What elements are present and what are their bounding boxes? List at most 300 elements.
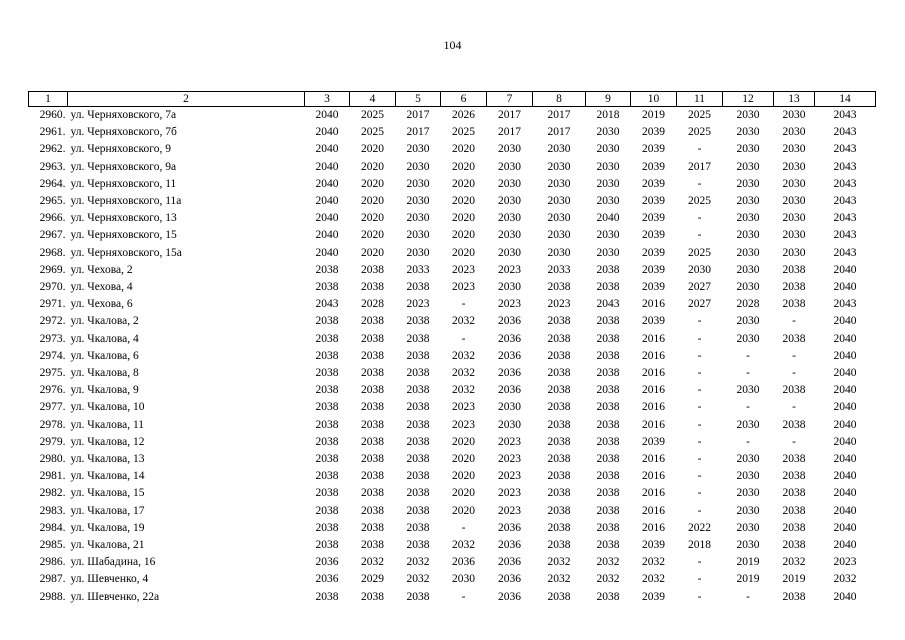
year-cell-col-8: 2038 (547, 504, 571, 517)
year-cell-col-13: 2030 (782, 212, 806, 225)
address-cell: ул. Чкалова, 21 (70, 539, 145, 552)
year-cell-col-8: 2038 (547, 367, 571, 380)
year-cell-col-11: - (697, 384, 702, 397)
year-cell-col-7: 2030 (498, 143, 521, 156)
year-cell-col-10: 2016 (642, 418, 665, 431)
year-cell-col-5: 2030 (406, 229, 430, 242)
year-cell-col-13: 2030 (782, 246, 806, 259)
year-cell-col-3: 2038 (315, 453, 339, 466)
year-cell-col-10: 2016 (642, 384, 665, 397)
year-cell-col-7: 2036 (498, 349, 521, 362)
address-cell: ул. Чехова, 4 (70, 281, 133, 294)
year-cell-col-10: 2016 (642, 504, 665, 517)
year-cell-col-11: - (697, 470, 702, 483)
year-cell-col-4: 2020 (361, 195, 384, 208)
year-cell-col-9: 2030 (596, 246, 620, 259)
table-row (29, 245, 876, 262)
year-cell-col-8: 2017 (547, 126, 571, 139)
year-cell-col-12: 2030 (736, 418, 760, 431)
year-cell-col-9: 2030 (596, 229, 620, 242)
table-row (29, 141, 876, 158)
year-cell-col-10: 2039 (642, 539, 665, 552)
year-cell-col-11: - (697, 504, 702, 517)
year-cell-col-11: 2025 (688, 109, 711, 121)
table-row (29, 382, 876, 399)
address-cell: ул. Чкалова, 6 (70, 349, 139, 362)
year-cell-col-3: 2040 (315, 160, 339, 173)
year-cell-col-6: 2032 (452, 349, 475, 362)
year-cell-col-12: 2028 (736, 298, 760, 311)
year-cell-col-5: 2017 (406, 109, 430, 121)
row-number: 2977. (39, 401, 66, 414)
table-row (29, 124, 876, 141)
year-cell-col-6: - (461, 590, 466, 603)
year-cell-col-9: 2038 (596, 401, 620, 414)
year-cell-col-8: 2030 (547, 212, 571, 225)
year-cell-col-14: 2040 (833, 367, 857, 380)
year-cell-col-4: 2038 (361, 384, 384, 397)
row-number: 2966. (39, 212, 66, 225)
table-row (29, 537, 876, 554)
year-cell-col-12: 2030 (736, 160, 760, 173)
year-cell-col-7: 2030 (498, 195, 521, 208)
year-cell-col-10: 2039 (642, 229, 665, 242)
year-cell-col-14: 2040 (833, 435, 857, 448)
column-header-10: 10 (631, 92, 677, 107)
year-cell-col-11: - (697, 556, 702, 569)
address-cell: ул. Чкалова, 2 (70, 315, 139, 328)
year-cell-col-12: 2030 (736, 246, 760, 259)
year-cell-col-12: 2030 (736, 315, 760, 328)
year-cell-col-4: 2020 (361, 246, 384, 259)
year-cell-col-10: 2016 (642, 453, 665, 466)
year-cell-col-8: 2038 (547, 332, 571, 345)
year-cell-col-4: 2038 (361, 401, 384, 414)
row-number: 2979. (39, 435, 66, 448)
table-row (29, 296, 876, 313)
year-cell-col-12: 2030 (736, 195, 760, 208)
year-cell-col-3: 2040 (315, 177, 339, 190)
year-cell-col-7: 2023 (498, 504, 521, 517)
address-cell: ул. Чкалова, 15 (70, 487, 145, 500)
table-row (29, 417, 876, 434)
year-cell-col-4: 2038 (361, 367, 384, 380)
year-cell-col-8: 2038 (547, 315, 571, 328)
year-cell-col-11: - (697, 401, 702, 414)
row-number: 2960. (39, 109, 66, 121)
year-cell-col-9: 2018 (596, 109, 620, 121)
year-cell-col-5: 2032 (406, 573, 430, 586)
year-cell-col-14: 2043 (833, 298, 857, 311)
year-cell-col-6: 2036 (452, 556, 475, 569)
year-cell-col-4: 2038 (361, 470, 384, 483)
year-cell-col-14: 2040 (833, 453, 857, 466)
year-cell-col-8: 2030 (547, 195, 571, 208)
year-cell-col-9: 2043 (596, 298, 620, 311)
column-header-2: 2 (68, 92, 305, 107)
year-cell-col-5: 2038 (406, 539, 430, 552)
year-cell-col-9: 2038 (596, 263, 620, 276)
year-cell-col-11: - (697, 315, 702, 328)
year-cell-col-6: 2020 (452, 229, 475, 242)
column-header-1: 1 (29, 92, 68, 107)
column-header-14: 14 (815, 92, 876, 107)
year-cell-col-7: 2036 (498, 539, 521, 552)
year-cell-col-13: 2038 (782, 263, 806, 276)
year-cell-col-4: 2020 (361, 143, 384, 156)
year-cell-col-13: 2030 (782, 160, 806, 173)
year-cell-col-9: 2038 (596, 315, 620, 328)
year-cell-col-4: 2025 (361, 109, 384, 121)
address-cell: ул. Чкалова, 12 (70, 435, 145, 448)
year-cell-col-10: 2039 (642, 590, 665, 603)
year-cell-col-5: 2038 (406, 487, 430, 500)
address-cell: ул. Чкалова, 4 (70, 332, 139, 345)
year-cell-col-13: - (792, 349, 796, 362)
year-cell-col-13: 2038 (782, 384, 806, 397)
address-cell: ул. Чкалова, 13 (70, 453, 145, 466)
year-cell-col-13: 2038 (782, 332, 806, 345)
year-cell-col-7: 2017 (498, 126, 521, 139)
year-cell-col-13: 2038 (782, 504, 806, 517)
year-cell-col-13: 2030 (782, 109, 806, 121)
year-cell-col-12: 2030 (736, 332, 760, 345)
year-cell-col-13: - (792, 315, 796, 328)
year-cell-col-9: 2040 (596, 212, 620, 225)
year-cell-col-12: - (746, 590, 750, 603)
year-cell-col-6: 2020 (452, 487, 475, 500)
year-cell-col-6: 2020 (452, 177, 475, 190)
year-cell-col-11: - (697, 453, 702, 466)
table-row (29, 331, 876, 348)
year-cell-col-11: 2027 (688, 298, 711, 311)
year-cell-col-10: 2016 (642, 401, 665, 414)
year-cell-col-3: 2038 (315, 384, 339, 397)
year-cell-col-8: 2030 (547, 143, 571, 156)
year-cell-col-12: 2030 (736, 470, 760, 483)
data-table (28, 91, 876, 606)
year-cell-col-4: 2038 (361, 315, 384, 328)
year-cell-col-10: 2039 (642, 160, 665, 173)
year-cell-col-9: 2032 (596, 573, 620, 586)
year-cell-col-6: 2020 (452, 195, 475, 208)
year-cell-col-9: 2038 (596, 521, 620, 534)
year-cell-col-9: 2038 (596, 539, 620, 552)
year-cell-col-5: 2032 (406, 556, 430, 569)
year-cell-col-10: 2039 (642, 281, 665, 294)
year-cell-col-7: 2023 (498, 470, 521, 483)
year-cell-col-12: 2030 (736, 384, 760, 397)
year-cell-col-6: 2032 (452, 315, 475, 328)
year-cell-col-14: 2043 (833, 177, 857, 190)
year-cell-col-12: 2030 (736, 263, 760, 276)
year-cell-col-11: - (697, 487, 702, 500)
year-cell-col-8: 2038 (547, 539, 571, 552)
row-number: 2985. (39, 539, 66, 552)
year-cell-col-7: 2017 (498, 109, 521, 121)
table-row (29, 554, 876, 571)
row-number: 2964. (39, 177, 66, 190)
year-cell-col-6: 2020 (452, 143, 475, 156)
year-cell-col-3: 2036 (315, 556, 339, 569)
year-cell-col-11: - (697, 212, 702, 225)
column-header-4: 4 (350, 92, 396, 107)
year-cell-col-14: 2040 (833, 539, 857, 552)
year-cell-col-9: 2038 (596, 367, 620, 380)
year-cell-col-13: 2038 (782, 590, 806, 603)
year-cell-col-6: 2020 (452, 453, 475, 466)
year-cell-col-5: 2030 (406, 160, 430, 173)
year-cell-col-3: 2038 (315, 263, 339, 276)
year-cell-col-5: 2038 (406, 367, 430, 380)
table-row (29, 503, 876, 520)
year-cell-col-12: 2030 (736, 126, 760, 139)
year-cell-col-8: 2038 (547, 349, 571, 362)
year-cell-col-3: 2040 (315, 143, 339, 156)
year-cell-col-5: 2030 (406, 195, 430, 208)
year-cell-col-13: 2038 (782, 281, 806, 294)
year-cell-col-13: 2038 (782, 487, 806, 500)
year-cell-col-10: 2016 (642, 349, 665, 362)
year-cell-col-3: 2038 (315, 435, 339, 448)
address-cell: ул. Черняховского, 7б (70, 126, 177, 139)
year-cell-col-11: - (697, 418, 702, 431)
year-cell-col-3: 2038 (315, 504, 339, 517)
year-cell-col-13: 2030 (782, 195, 806, 208)
year-cell-col-14: 2043 (833, 212, 857, 225)
year-cell-col-3: 2038 (315, 487, 339, 500)
year-cell-col-9: 2038 (596, 470, 620, 483)
column-header-9: 9 (586, 92, 631, 107)
year-cell-col-6: 2020 (452, 160, 475, 173)
row-number: 2981. (39, 470, 66, 483)
year-cell-col-11: - (697, 367, 702, 380)
year-cell-col-12: 2030 (736, 229, 760, 242)
year-cell-col-9: 2038 (596, 453, 620, 466)
year-cell-col-11: - (697, 143, 702, 156)
year-cell-col-7: 2036 (498, 332, 521, 345)
year-cell-col-5: 2038 (406, 504, 430, 517)
year-cell-col-11: 2017 (688, 160, 711, 173)
year-cell-col-7: 2036 (498, 573, 521, 586)
year-cell-col-12: 2030 (736, 143, 760, 156)
year-cell-col-11: - (697, 332, 702, 345)
year-cell-col-13: 2030 (782, 143, 806, 156)
row-number: 2982. (39, 487, 66, 500)
year-cell-col-14: 2043 (833, 126, 857, 139)
year-cell-col-5: 2038 (406, 349, 430, 362)
year-cell-col-5: 2030 (406, 212, 430, 225)
address-cell: ул. Черняховского, 13 (70, 212, 177, 225)
table-row (29, 485, 876, 502)
year-cell-col-8: 2038 (547, 435, 571, 448)
row-number: 2988. (39, 590, 66, 603)
table-row (29, 313, 876, 330)
year-cell-col-14: 2040 (833, 315, 857, 328)
year-cell-col-9: 2030 (596, 143, 620, 156)
year-cell-col-5: 2033 (406, 263, 430, 276)
year-cell-col-12: 2030 (736, 521, 760, 534)
year-cell-col-14: 2040 (833, 590, 857, 603)
year-cell-col-5: 2038 (406, 590, 430, 603)
year-cell-col-8: 2038 (547, 401, 571, 414)
row-number: 2975. (39, 367, 66, 380)
row-number: 2980. (39, 453, 66, 466)
year-cell-col-4: 2020 (361, 177, 384, 190)
year-cell-col-14: 2040 (833, 401, 857, 414)
year-cell-col-13: 2038 (782, 453, 806, 466)
column-header-3: 3 (305, 92, 350, 107)
column-header-8: 8 (533, 92, 586, 107)
year-cell-col-9: 2038 (596, 349, 620, 362)
year-cell-col-12: - (746, 367, 750, 380)
year-cell-col-3: 2038 (315, 521, 339, 534)
year-cell-col-9: 2030 (596, 177, 620, 190)
address-cell: ул. Черняховского, 9 (70, 143, 171, 156)
year-cell-col-14: 2040 (833, 349, 857, 362)
address-cell: ул. Чкалова, 8 (70, 367, 139, 380)
column-header-11: 11 (677, 92, 723, 107)
year-cell-col-5: 2038 (406, 521, 430, 534)
table-row (29, 399, 876, 416)
column-header-13: 13 (774, 92, 815, 107)
year-cell-col-6: 2020 (452, 504, 475, 517)
header-row (29, 92, 876, 107)
year-cell-col-10: 2016 (642, 487, 665, 500)
year-cell-col-3: 2038 (315, 367, 339, 380)
year-cell-col-13: 2032 (782, 556, 806, 569)
year-cell-col-12: 2019 (736, 556, 760, 569)
year-cell-col-9: 2038 (596, 384, 620, 397)
year-cell-col-5: 2038 (406, 384, 430, 397)
year-cell-col-13: 2038 (782, 298, 806, 311)
year-cell-col-6: 2023 (452, 263, 475, 276)
year-cell-col-7: 2030 (498, 401, 521, 414)
year-cell-col-3: 2038 (315, 470, 339, 483)
year-cell-col-4: 2025 (361, 126, 384, 139)
table-body (29, 107, 876, 606)
year-cell-col-12: 2030 (736, 487, 760, 500)
year-cell-col-14: 2032 (833, 573, 857, 586)
year-cell-col-12: 2019 (736, 573, 760, 586)
year-cell-col-12: 2030 (736, 281, 760, 294)
table-row (29, 451, 876, 468)
year-cell-col-5: 2030 (406, 143, 430, 156)
table-row (29, 520, 876, 537)
year-cell-col-5: 2030 (406, 177, 430, 190)
column-header-12: 12 (723, 92, 774, 107)
year-cell-col-13: 2038 (782, 521, 806, 534)
address-cell: ул. Чехова, 6 (70, 298, 133, 311)
year-cell-col-5: 2038 (406, 281, 430, 294)
year-cell-col-5: 2038 (406, 435, 430, 448)
row-number: 2972. (39, 315, 66, 328)
year-cell-col-5: 2038 (406, 418, 430, 431)
year-cell-col-8: 2038 (547, 384, 571, 397)
year-cell-col-9: 2038 (596, 281, 620, 294)
year-cell-col-13: - (792, 401, 796, 414)
year-cell-col-7: 2036 (498, 590, 521, 603)
year-cell-col-11: 2030 (688, 263, 711, 276)
year-cell-col-14: 2043 (833, 246, 857, 259)
address-cell: ул. Шабадина, 16 (70, 556, 156, 569)
year-cell-col-9: 2038 (596, 504, 620, 517)
year-cell-col-4: 2038 (361, 504, 384, 517)
year-cell-col-7: 2030 (498, 177, 521, 190)
year-cell-col-4: 2029 (361, 573, 384, 586)
row-number: 2963. (39, 160, 66, 173)
year-cell-col-3: 2040 (315, 195, 339, 208)
year-cell-col-7: 2030 (498, 160, 521, 173)
year-cell-col-10: 2019 (642, 109, 665, 121)
year-cell-col-3: 2036 (315, 573, 339, 586)
column-header-5: 5 (396, 92, 441, 107)
year-cell-col-14: 2040 (833, 384, 857, 397)
year-cell-col-4: 2038 (361, 521, 384, 534)
address-cell: ул. Шевченко, 22а (70, 590, 160, 603)
year-cell-col-8: 2038 (547, 590, 571, 603)
table-row (29, 279, 876, 296)
address-cell: ул. Чкалова, 9 (70, 384, 139, 397)
year-cell-col-7: 2036 (498, 384, 521, 397)
year-cell-col-11: 2025 (688, 126, 711, 139)
year-cell-col-14: 2043 (833, 229, 857, 242)
year-cell-col-11: 2027 (688, 281, 711, 294)
year-cell-col-3: 2038 (315, 315, 339, 328)
year-cell-col-6: - (461, 332, 466, 345)
year-cell-col-7: 2036 (498, 367, 521, 380)
year-cell-col-10: 2039 (642, 126, 665, 139)
year-cell-col-14: 2040 (833, 281, 857, 294)
row-number: 2986. (39, 556, 66, 569)
year-cell-col-7: 2036 (498, 556, 521, 569)
table-row (29, 227, 876, 244)
year-cell-col-10: 2016 (642, 332, 665, 345)
table-row (29, 365, 876, 382)
year-cell-col-10: 2032 (642, 556, 665, 569)
year-cell-col-5: 2038 (406, 332, 430, 345)
year-cell-col-10: 2016 (642, 521, 665, 534)
year-cell-col-6: 2023 (452, 401, 475, 414)
table-row (29, 589, 876, 606)
year-cell-col-12: 2030 (736, 539, 760, 552)
year-cell-col-11: - (697, 177, 702, 190)
year-cell-col-10: 2039 (642, 246, 665, 259)
year-cell-col-12: - (746, 435, 750, 448)
year-cell-col-5: 2023 (406, 298, 430, 311)
year-cell-col-6: 2032 (452, 539, 475, 552)
year-cell-col-8: 2038 (547, 521, 571, 534)
year-cell-col-3: 2038 (315, 349, 339, 362)
year-cell-col-7: 2023 (498, 435, 521, 448)
year-cell-col-12: - (746, 349, 750, 362)
year-cell-col-14: 2040 (833, 504, 857, 517)
row-number: 2962. (39, 143, 66, 156)
year-cell-col-3: 2038 (315, 332, 339, 345)
row-number: 2969. (39, 263, 66, 276)
year-cell-col-8: 2038 (547, 470, 571, 483)
address-cell: ул. Черняховского, 11а (70, 195, 182, 208)
year-cell-col-6: 2030 (452, 573, 475, 586)
year-cell-col-8: 2030 (547, 229, 571, 242)
year-cell-col-3: 2038 (315, 590, 339, 603)
year-cell-col-14: 2043 (833, 143, 857, 156)
year-cell-col-6: 2025 (452, 126, 475, 139)
year-cell-col-9: 2038 (596, 487, 620, 500)
year-cell-col-14: 2040 (833, 418, 857, 431)
year-cell-col-10: 2039 (642, 435, 665, 448)
address-cell: ул. Черняховского, 9а (70, 160, 177, 173)
